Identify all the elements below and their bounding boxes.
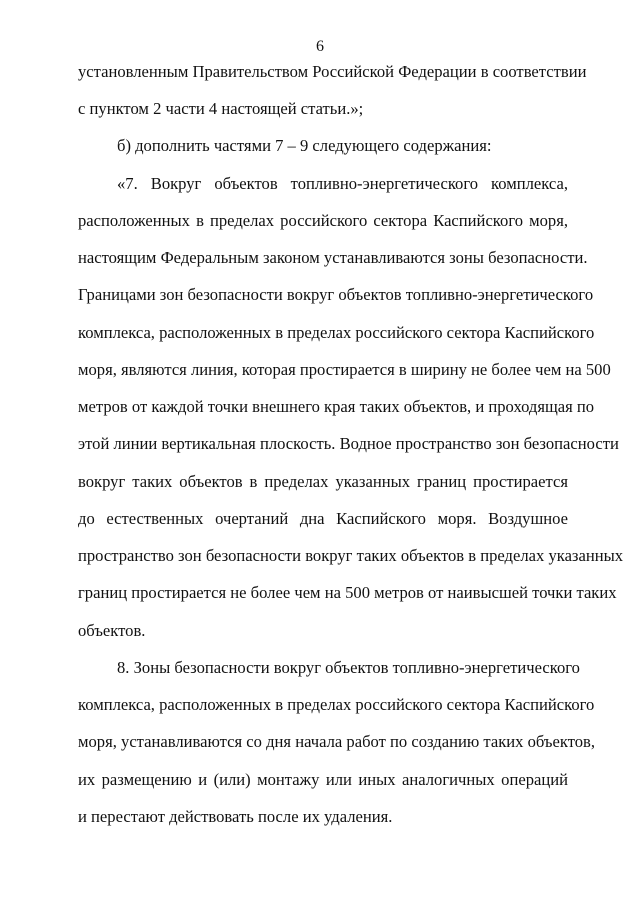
text-line: их размещению и (или) монтажу или иных аналогичных операций (78, 770, 568, 789)
text-line: установленным Правительством Российской Федерации в соответствии (78, 62, 587, 81)
text-line: 8. Зоны безопасности вокруг объектов топливно-энергетического (117, 658, 580, 677)
text-line: этой линии вертикальная плоскость. Водное пространство зон безопасности (78, 434, 619, 453)
text-line: б) дополнить частями 7 – 9 следующего содержания: (117, 136, 492, 155)
text-line: настоящим Федеральным законом устанавливаются зоны безопасности. (78, 248, 588, 267)
page-number: 6 (316, 38, 324, 55)
text-line: и перестают действовать после их удаления. (78, 807, 393, 826)
text-line: границ простирается не более чем на 500 метров от наивысшей точки таких (78, 583, 617, 602)
text-line: расположенных в пределах российского сектора Каспийского моря, (78, 211, 568, 230)
text-line: с пунктом 2 части 4 настоящей статьи.»; (78, 99, 364, 118)
text-line: вокруг таких объектов в пределах указанных границ простирается (78, 472, 568, 491)
text-line: «7. Вокруг объектов топливно-энергетического комплекса, (117, 174, 568, 193)
text-line: комплекса, расположенных в пределах российского сектора Каспийского (78, 323, 595, 342)
text-line: до естественных очертаний дна Каспийского моря. Воздушное (78, 509, 568, 528)
text-line: пространство зон безопасности вокруг таких объектов в пределах указанных (78, 546, 624, 565)
text-line: объектов. (78, 621, 146, 640)
text-line: моря, являются линия, которая простирается в ширину не более чем на 500 (78, 360, 611, 379)
text-line: комплекса, расположенных в пределах российского сектора Каспийского (78, 695, 595, 714)
text-line: Границами зон безопасности вокруг объектов топливно-энергетического (78, 285, 594, 304)
text-line: метров от каждой точки внешнего края таких объектов, и проходящая по (78, 397, 595, 416)
text-line: моря, устанавливаются со дня начала работ по созданию таких объектов, (78, 732, 596, 751)
